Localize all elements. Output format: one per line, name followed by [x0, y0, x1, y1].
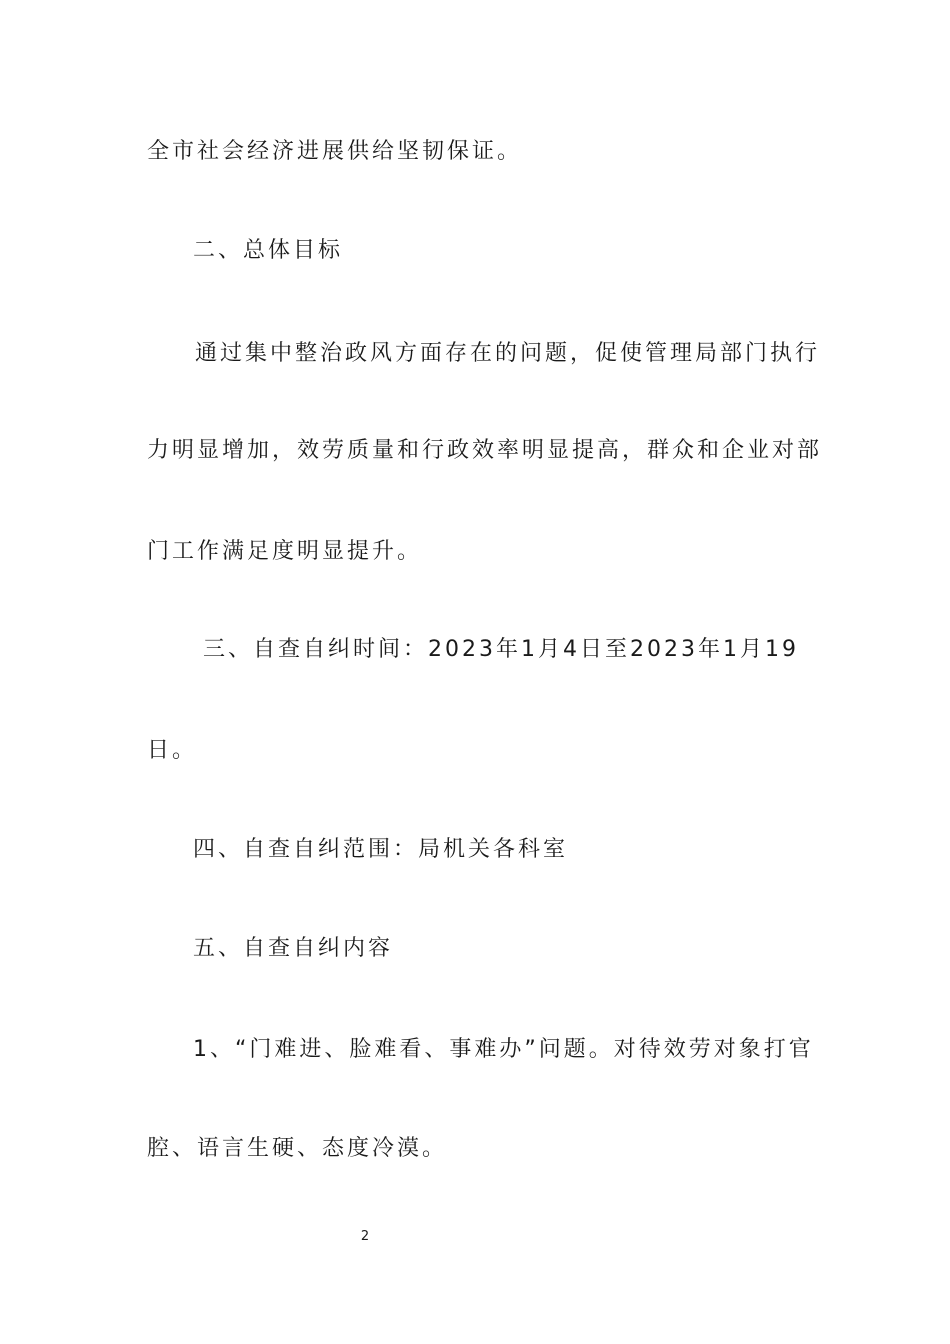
page-number: 2: [360, 1229, 370, 1244]
body-text-line: 力明显增加，效劳质量和行政效率明显提高，群众和企业对部: [147, 438, 823, 463]
section-heading: 四、自查自纠范围：局机关各科室: [193, 837, 569, 862]
body-text-line: 1、“门难进、脸难看、事难办”问题。对待效劳对象打官: [193, 1037, 814, 1062]
section-heading: 五、自查自纠内容: [193, 936, 394, 961]
section-heading: 三、自查自纠时间：2023年1月4日至2023年1月19: [203, 637, 799, 662]
section-heading: 二、总体目标: [193, 238, 344, 263]
body-text-line: 日。: [147, 738, 198, 763]
body-text-line: 门工作满足度明显提升。: [147, 539, 423, 564]
body-text-line: 腔、语言生硬、态度冷漠。: [147, 1136, 448, 1161]
body-text-line: 通过集中整治政风方面存在的问题，促使管理局部门执行: [195, 341, 821, 366]
body-text-line: 全市社会经济进展供给坚韧保证。: [147, 139, 523, 164]
